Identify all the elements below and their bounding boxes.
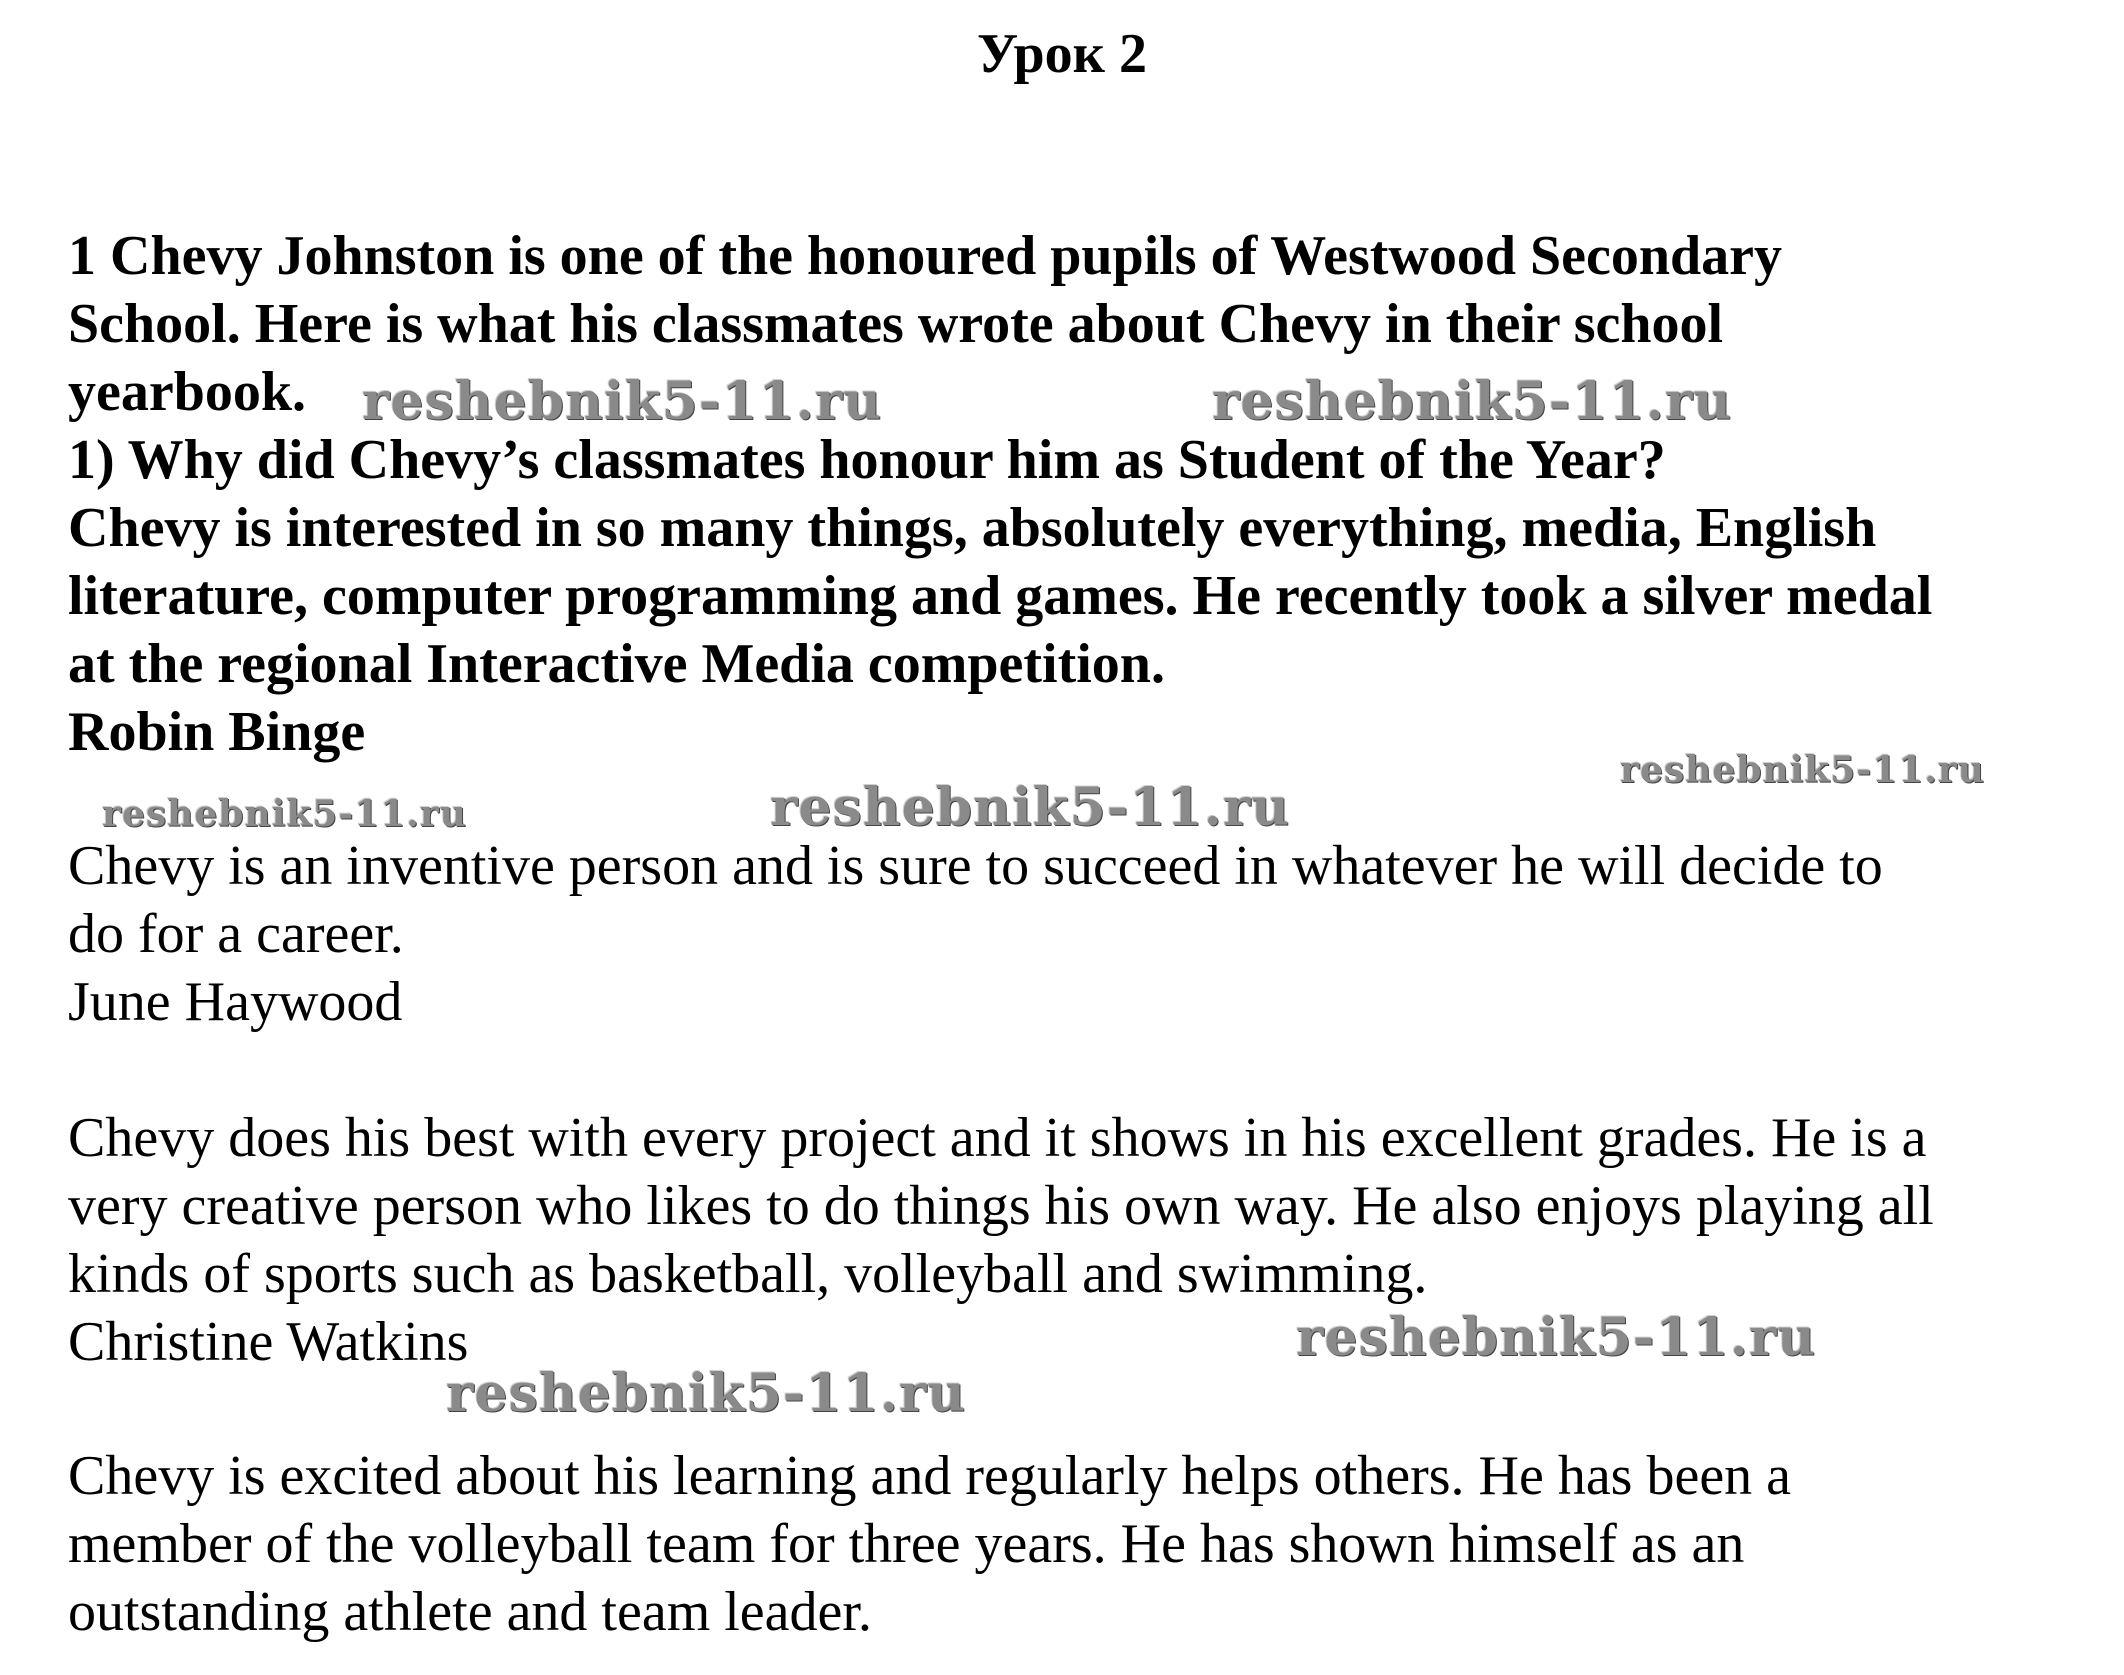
entry-line: Chevy does his best with every project and it shows in his excellent grades. He is a <box>68 1107 1927 1169</box>
watermark: reshebnik5-11.ru <box>446 1363 967 1424</box>
yearbook-entry <box>68 1442 2068 1646</box>
watermark: reshebnik5-11.ru <box>770 777 1291 838</box>
entry-line: at the regional Interactive Media competition. <box>68 633 1165 695</box>
watermark: reshebnik5-11.ru <box>1620 749 1985 791</box>
entry-author: Robin Binge <box>68 701 366 763</box>
entry-line: kinds of sports such as basketball, volleyball and swimming. <box>68 1243 1428 1305</box>
watermark: reshebnik5-11.ru <box>102 793 467 835</box>
intro-line: 1 Chevy Johnston is one of the honoured pupils of Westwood Secondary <box>68 225 1783 287</box>
question: 1) Why did Chevy’s classmates honour him as Student of the Year? <box>68 429 1666 491</box>
intro-line: School. Here is what his classmates wrote about Chevy in their school <box>68 293 1724 355</box>
page-title: Урок 2 <box>977 23 1147 85</box>
entry-line: Chevy is excited about his learning and regularly helps others. He has been a <box>68 1445 1792 1507</box>
entry-line: very creative person who likes to do things his own way. He also enjoys playing all <box>68 1175 1934 1237</box>
watermark: reshebnik5-11.ru <box>362 371 883 432</box>
entry-line: Chevy is interested in so many things, absolutely everything, media, English <box>68 497 1877 559</box>
watermark: reshebnik5-11.ru <box>1212 371 1733 432</box>
entry-author: June Haywood <box>68 971 403 1033</box>
entry-line: Chevy is an inventive person and is sure to succeed in whatever he will decide to <box>68 835 1883 897</box>
entry-line: do for a career. <box>68 903 404 965</box>
entry-author: Christine Watkins <box>68 1311 469 1373</box>
intro-line: yearbook. <box>68 361 306 423</box>
yearbook-entry <box>68 832 2068 1036</box>
entry-line: literature, computer programming and games. He recently took a silver medal <box>68 565 1933 627</box>
task-intro <box>68 222 2068 766</box>
entry-line: outstanding athlete and team leader. <box>68 1581 872 1643</box>
watermark: reshebnik5-11.ru <box>1296 1307 1817 1368</box>
entry-line: member of the volleyball team for three years. He has shown himself as an <box>68 1513 1745 1575</box>
